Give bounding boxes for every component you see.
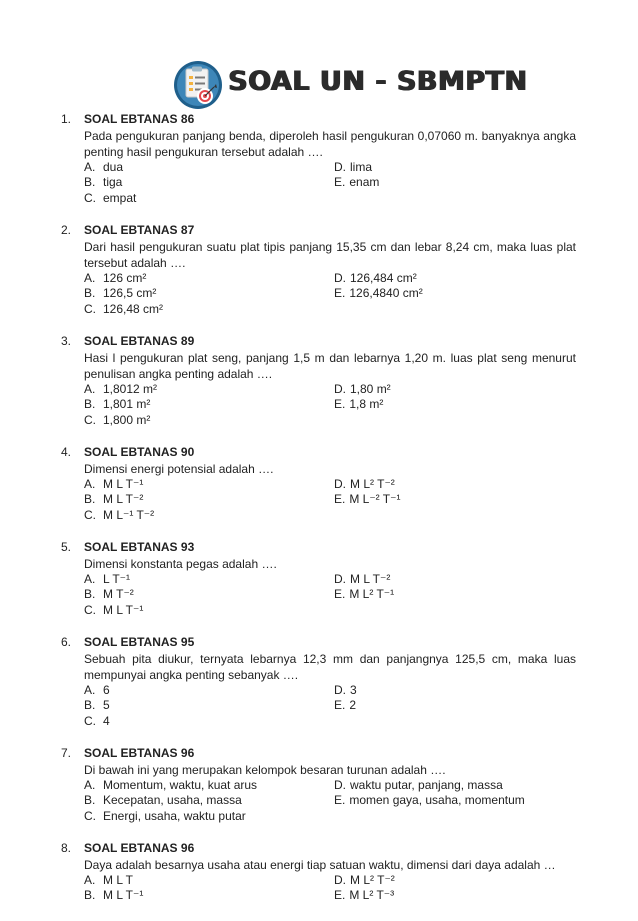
option-d: D. 1,80 m²: [334, 381, 391, 396]
question-5: [0, 540, 576, 618]
question-7: [0, 746, 576, 824]
option-c: C. 4: [84, 713, 110, 728]
question-number: 1.: [61, 112, 72, 126]
option-d: D. lima: [334, 159, 373, 174]
option-d: D. M L² T⁻²: [334, 872, 395, 887]
question-number: 5.: [61, 540, 72, 554]
option-e: E. momen gaya, usaha, momentum: [334, 793, 525, 807]
option-b: B. M L T⁻²: [84, 492, 144, 506]
option-e: E. M L⁻² T⁻¹: [334, 492, 401, 506]
question-source: SOAL EBTANAS 89: [84, 334, 195, 348]
question-number: 7.: [61, 746, 72, 760]
option-a: A. 6: [84, 682, 110, 697]
question-text: Dimensi konstanta pegas adalah ….: [84, 556, 277, 571]
question-text: Pada pengukuran panjang benda, diperoleh hasil pengukuran 0,07060 m. banyaknya angka penting hasil pengukuran tersebut adalah ….: [84, 128, 576, 159]
question-number: 8.: [61, 841, 72, 855]
option-grid: [84, 382, 576, 429]
option-a: A. L T⁻¹: [84, 571, 131, 586]
clipboard-target-icon: [173, 60, 223, 110]
option-c: C. M L⁻¹ T⁻²: [84, 507, 155, 522]
option-e: E. 126,4840 cm²: [334, 286, 423, 300]
option-d: D. 126,484 cm²: [334, 270, 417, 285]
question-source: SOAL EBTANAS 87: [84, 223, 195, 237]
option-b: B. Kecepatan, usaha, massa: [84, 793, 242, 807]
question-number: 4.: [61, 445, 72, 459]
question-source: SOAL EBTANAS 96: [84, 841, 195, 855]
question-text: Daya adalah besarnya usaha atau energi tiap satuan waktu, dimensi dari daya adalah …: [84, 857, 556, 872]
question-1: [0, 112, 576, 206]
question-8: [0, 841, 576, 904]
question-source: SOAL EBTANAS 90: [84, 445, 195, 459]
option-b: B. tiga: [84, 175, 123, 189]
question-number: 6.: [61, 635, 72, 649]
question-number: 3.: [61, 334, 72, 348]
question-source: SOAL EBTANAS 86: [84, 112, 195, 126]
option-d: D. M L T⁻²: [334, 571, 391, 586]
option-a: A. 1,8012 m²: [84, 381, 158, 396]
page-header: [0, 58, 638, 114]
option-grid: [84, 160, 576, 207]
question-number: 2.: [61, 223, 72, 237]
option-a: A. 126 cm²: [84, 270, 147, 285]
option-c: C. 1,800 m²: [84, 412, 151, 427]
question-4: [0, 445, 576, 523]
question-text: Hasi l pengukuran plat seng, panjang 1,5 m dan lebarnya 1,20 m. luas plat seng menurut penulisan angka penting adalah ….: [84, 350, 576, 381]
option-b: B. M L T⁻¹: [84, 888, 144, 902]
option-c: C. empat: [84, 190, 137, 205]
option-a: A. dua: [84, 159, 124, 174]
page-title: SOAL UN - SBMPTN: [228, 66, 528, 97]
option-grid: [84, 683, 576, 730]
option-grid: [84, 477, 576, 524]
question-source: SOAL EBTANAS 96: [84, 746, 195, 760]
question-list: [0, 112, 638, 921]
option-c: C. M L T⁻¹: [84, 602, 144, 617]
option-grid: [84, 271, 576, 318]
question-2: [0, 223, 576, 317]
question-source: SOAL EBTANAS 93: [84, 540, 195, 554]
question-6: [0, 635, 576, 729]
option-d: D. 3: [334, 682, 357, 697]
option-b: B. 1,801 m²: [84, 397, 151, 411]
option-a: A. M L T: [84, 872, 134, 887]
option-b: B. 5: [84, 698, 110, 712]
option-c: C. 126,48 cm²: [84, 301, 164, 316]
option-c: C. Energi, usaha, waktu putar: [84, 808, 246, 823]
option-e: E. M L² T⁻³: [334, 888, 395, 902]
question-text: Dari hasil pengukuran suatu plat tipis panjang 15,35 cm dan lebar 8,24 cm, maka luas plat tersebut adalah ….: [84, 239, 576, 270]
option-grid: [84, 873, 576, 904]
option-d: D. M L² T⁻²: [334, 476, 395, 491]
option-grid: [84, 572, 576, 619]
option-b: B. 126,5 cm²: [84, 286, 157, 300]
question-source: SOAL EBTANAS 95: [84, 635, 195, 649]
option-e: E. enam: [334, 175, 380, 189]
option-a: A. Momentum, waktu, kuat arus: [84, 777, 258, 792]
question-text: Sebuah pita diukur, ternyata lebarnya 12,3 mm dan panjangnya 125,5 cm, maka luas mempunyai angka penting sebanyak ….: [84, 651, 576, 682]
option-d: D. waktu putar, panjang, massa: [334, 777, 503, 792]
option-e: E. 1,8 m²: [334, 397, 384, 411]
option-grid: [84, 778, 576, 825]
option-e: E. 2: [334, 698, 357, 712]
option-e: E. M L² T⁻¹: [334, 587, 395, 601]
question-text: Dimensi energi potensial adalah ….: [84, 461, 274, 476]
option-a: A. M L T⁻¹: [84, 476, 144, 491]
option-b: B. M T⁻²: [84, 587, 134, 601]
question-3: [0, 334, 576, 428]
question-text: Di bawah ini yang merupakan kelompok besaran turunan adalah ….: [84, 762, 446, 777]
